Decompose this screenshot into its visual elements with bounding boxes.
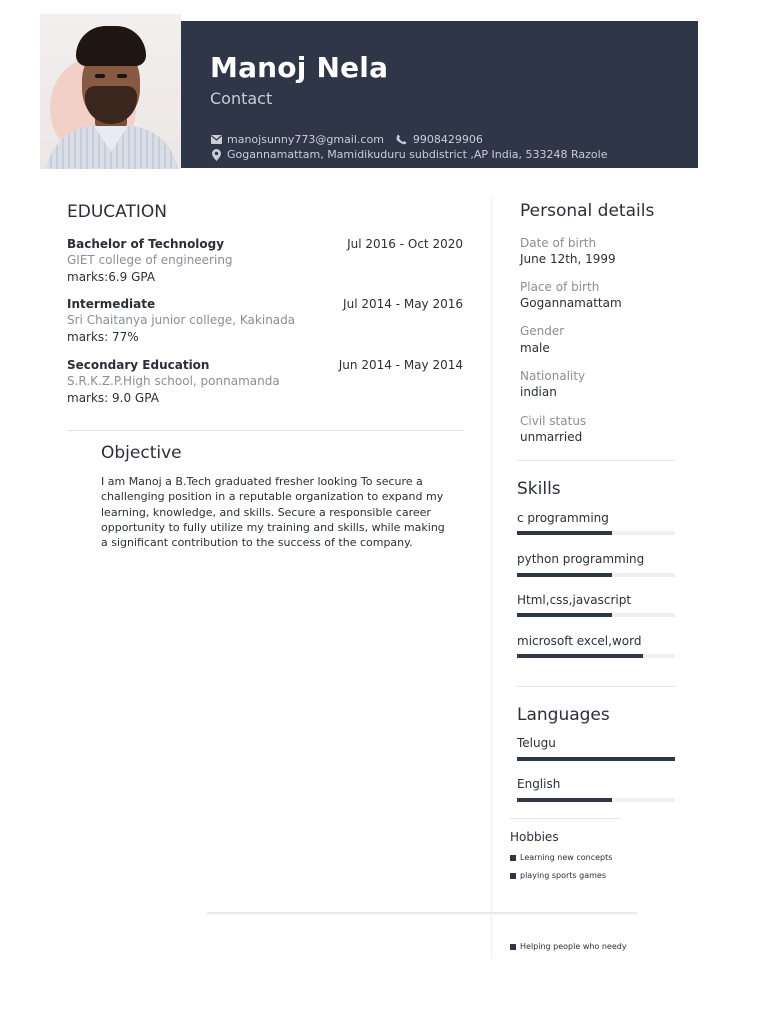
languages-heading: Languages xyxy=(517,705,610,725)
education-dates: Jul 2016 - Oct 2020 xyxy=(347,237,463,251)
skill-level-fill xyxy=(517,654,643,658)
hobby-text: Helping people who needy xyxy=(520,942,627,951)
hobby-item xyxy=(510,942,627,951)
contact-email-phone-line xyxy=(210,133,483,146)
hobby-item xyxy=(510,853,612,862)
profile-photo xyxy=(40,14,181,169)
skill-level-fill xyxy=(517,613,612,617)
skill-level-bar xyxy=(517,613,675,617)
education-degree: Intermediate xyxy=(67,297,156,311)
objective-heading: Objective xyxy=(101,443,182,463)
language-name: English xyxy=(517,777,561,791)
section-divider xyxy=(517,686,675,687)
language-level-bar xyxy=(517,798,675,802)
personal-details-heading: Personal details xyxy=(520,201,655,221)
skill-name: c programming xyxy=(517,511,609,525)
skill-level-bar xyxy=(517,654,675,658)
skills-heading: Skills xyxy=(517,479,561,499)
language-level-fill xyxy=(517,798,612,802)
skill-level-bar xyxy=(517,573,675,577)
skill-level-fill xyxy=(517,531,612,535)
education-marks: marks: 77% xyxy=(67,330,139,344)
column-divider xyxy=(491,198,492,958)
address-text: Gogannamattam, Mamidikuduru subdistrict ,AP India, 533248 Razole xyxy=(227,148,608,161)
education-school: S.R.K.Z.P.High school, ponnamanda xyxy=(67,374,280,388)
skill-name: microsoft excel,word xyxy=(517,634,642,648)
skill-name: python programming xyxy=(517,552,645,566)
full-name: Manoj Nela xyxy=(210,51,389,84)
objective-text: I am Manoj a B.Tech graduated fresher looking To secure a challenging position in a reputable organization to expand my learning, knowledge, and skills. Secure a responsible career opportunity to fully utilize my training and skills, while making a significant contribution to the success of the company. xyxy=(101,475,445,550)
contact-label: Contact xyxy=(210,89,273,108)
hobbies-heading: Hobbies xyxy=(510,830,559,844)
personal-field-label: Civil status xyxy=(520,414,587,428)
language-level-bar xyxy=(517,757,675,761)
skill-level-fill xyxy=(517,573,612,577)
personal-field-value: indian xyxy=(520,385,557,399)
personal-field-label: Gender xyxy=(520,324,565,338)
education-school: GIET college of engineering xyxy=(67,253,233,267)
location-pin-icon xyxy=(210,149,222,161)
personal-field-value: Gogannamattam xyxy=(520,296,622,310)
header-banner xyxy=(181,21,698,168)
personal-field-value: June 12th, 1999 xyxy=(520,252,616,266)
bullet-square-icon xyxy=(510,873,516,879)
language-name: Telugu xyxy=(517,736,556,750)
section-divider xyxy=(517,460,675,461)
section-divider xyxy=(510,818,620,819)
skill-name: Html,css,javascript xyxy=(517,593,632,607)
personal-field-label: Place of birth xyxy=(520,280,600,294)
skill-level-bar xyxy=(517,531,675,535)
section-divider xyxy=(67,430,463,431)
bullet-square-icon xyxy=(510,855,516,861)
language-level-fill xyxy=(517,757,675,761)
phone-icon xyxy=(396,134,408,146)
hobby-item xyxy=(510,871,606,880)
bullet-square-icon xyxy=(510,944,516,950)
contact-address-line xyxy=(210,148,607,161)
education-item xyxy=(67,357,463,406)
education-school: Sri Chaitanya junior college, Kakinada xyxy=(67,313,296,327)
page-break-divider xyxy=(207,912,637,915)
education-degree: Bachelor of Technology xyxy=(67,237,225,251)
education-dates: Jun 2014 - May 2014 xyxy=(338,358,463,372)
personal-field-value: unmarried xyxy=(520,430,583,444)
personal-field-label: Nationality xyxy=(520,369,586,383)
education-heading: EDUCATION xyxy=(67,202,167,222)
education-item xyxy=(67,296,463,345)
hobby-text: playing sports games xyxy=(520,871,606,880)
education-marks: marks: 9.0 GPA xyxy=(67,391,159,405)
education-marks: marks:6.9 GPA xyxy=(67,270,156,284)
personal-field-label: Date of birth xyxy=(520,236,597,250)
email-link[interactable]: manojsunny773@gmail.com xyxy=(227,133,384,146)
education-degree: Secondary Education xyxy=(67,358,210,372)
education-item xyxy=(67,236,463,285)
envelope-icon xyxy=(210,134,222,146)
phone-number[interactable]: 9908429906 xyxy=(412,133,483,146)
education-dates: Jul 2014 - May 2016 xyxy=(343,297,463,311)
hobby-text: Learning new concepts xyxy=(520,853,613,862)
personal-field-value: male xyxy=(520,341,550,355)
